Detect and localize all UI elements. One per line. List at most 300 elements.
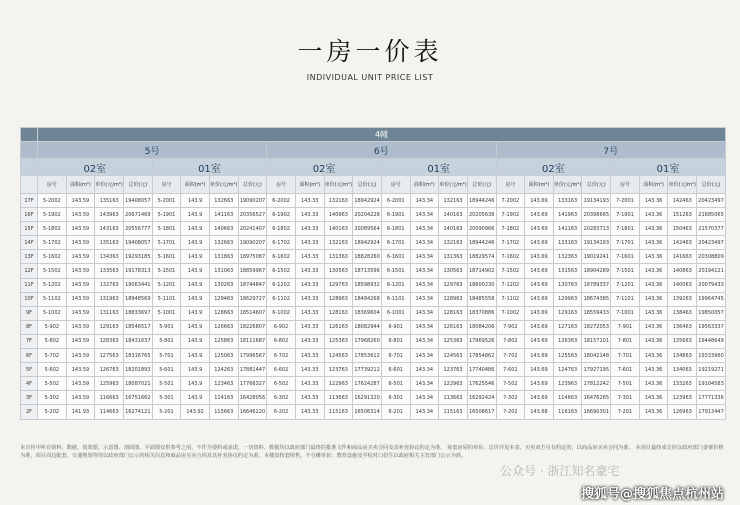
building-label: 4幢 (38, 128, 726, 142)
table-cell: 17771336 (697, 391, 726, 405)
table-cell: 128963 (324, 292, 353, 306)
table-cell: 143.59 (66, 306, 95, 320)
table-cell: 143.59 (66, 208, 95, 222)
table-cell: 18157101 (582, 334, 611, 348)
table-cell: 17625546 (467, 377, 496, 391)
table-cell: 127163 (553, 320, 582, 334)
price-table (20, 127, 726, 420)
table-cell: 16291320 (353, 391, 382, 405)
table-cell: 130563 (324, 264, 353, 278)
table-cell: 7-1101 (611, 292, 640, 306)
table-cell: 126663 (209, 320, 238, 334)
column-header: 单价(元/m²) (209, 176, 238, 194)
table-cell: 17913447 (697, 405, 726, 419)
table-cell: 6-701 (381, 349, 410, 363)
table-cell: 125563 (553, 349, 582, 363)
table-cell: 17739212 (353, 363, 382, 377)
table-cell: 5-502 (38, 377, 67, 391)
table-cell: 18370886 (467, 306, 496, 320)
table-cell: 128163 (439, 306, 468, 320)
table-cell: 143.59 (66, 292, 95, 306)
table-cell: 7-2002 (496, 194, 525, 208)
table-cell: 116163 (553, 405, 582, 419)
column-header: 总价(元) (582, 176, 611, 194)
table-cell: 131563 (553, 264, 582, 278)
table-cell: 143.59 (66, 250, 95, 264)
table-cell: 115163 (439, 405, 468, 419)
table-cell: 143.69 (525, 292, 554, 306)
table-cell: 143.36 (639, 278, 668, 292)
table-cell: 18084206 (467, 320, 496, 334)
corner-cell (21, 159, 38, 176)
table-cell: 20671469 (123, 208, 152, 222)
table-cell: 17927195 (582, 363, 611, 377)
building-header-row (21, 128, 726, 142)
table-cell: 5-901 (152, 320, 181, 334)
floor-label: 15F (21, 222, 38, 236)
price-table-container (20, 127, 725, 439)
table-cell: 18484268 (353, 292, 382, 306)
table-cell: 143.36 (639, 292, 668, 306)
table-cell: 150463 (668, 222, 697, 236)
table-cell: 143.36 (639, 194, 668, 208)
table-cell: 6-1801 (381, 222, 410, 236)
table-cell: 18369604 (353, 306, 382, 320)
table-cell: 140163 (439, 222, 468, 236)
floor-label: 8F (21, 320, 38, 334)
table-cell: 143.34 (410, 391, 439, 405)
room-label: 01室 (152, 159, 267, 176)
table-cell: 143.34 (410, 363, 439, 377)
table-cell: 143.9 (181, 306, 210, 320)
table-cell: 143.59 (66, 222, 95, 236)
table-cell: 143.59 (66, 363, 95, 377)
table-cell: 143.36 (639, 250, 668, 264)
table-cell: 129763 (439, 278, 468, 292)
table-cell: 18600230 (467, 278, 496, 292)
table-cell: 18598932 (353, 278, 382, 292)
table-cell: 17996567 (238, 349, 267, 363)
table-cell: 131863 (209, 250, 238, 264)
table-cell: 135163 (95, 194, 124, 208)
table-cell: 143.59 (66, 278, 95, 292)
table-cell: 6-1701 (381, 236, 410, 250)
floor-label: 17F (21, 194, 38, 208)
table-cell: 6-1002 (267, 306, 296, 320)
table-cell: 5-1201 (152, 278, 181, 292)
table-cell: 124263 (209, 363, 238, 377)
table-cell: 5-602 (38, 363, 67, 377)
table-cell: 143.59 (66, 334, 95, 348)
table-cell: 7-1202 (496, 278, 525, 292)
table-cell: 138463 (668, 306, 697, 320)
table-cell: 5-301 (152, 391, 181, 405)
floor-label: 5F (21, 363, 38, 377)
table-cell: 17766327 (238, 377, 267, 391)
table-cell: 18226807 (238, 320, 267, 334)
table-cell: 5-2002 (38, 194, 67, 208)
table-cell: 140163 (439, 208, 468, 222)
table-cell: 135163 (95, 236, 124, 250)
table-cell: 18944246 (467, 194, 496, 208)
table-cell: 5-302 (38, 391, 67, 405)
table-cell: 132663 (209, 236, 238, 250)
table-cell: 19408057 (123, 194, 152, 208)
table-cell: 5-1202 (38, 278, 67, 292)
table-cell: 143.36 (639, 306, 668, 320)
table-cell: 18828260 (353, 250, 382, 264)
table-cell: 143.36 (639, 320, 668, 334)
column-header: 面积(m²) (181, 176, 210, 194)
table-cell: 20090966 (467, 222, 496, 236)
column-header: 房号 (611, 176, 640, 194)
table-cell: 132363 (553, 250, 582, 264)
column-header: 面积(m²) (66, 176, 95, 194)
table-cell: 143.33 (295, 194, 324, 208)
table-cell: 19104583 (697, 377, 726, 391)
watermark: 搜狐号@搜狐焦点杭州站 (580, 487, 724, 502)
table-cell: 7-902 (496, 320, 525, 334)
table-cell: 6-702 (267, 349, 296, 363)
floor-label: 12F (21, 264, 38, 278)
table-row (21, 236, 726, 250)
table-cell: 6-1101 (381, 292, 410, 306)
unit-label: 5号 (38, 142, 267, 159)
table-cell: 20398665 (582, 208, 611, 222)
table-cell: 115163 (324, 405, 353, 419)
table-cell: 132763 (95, 278, 124, 292)
table-cell: 18431637 (123, 334, 152, 348)
table-cell: 19293185 (123, 250, 152, 264)
table-cell: 20556777 (123, 222, 152, 236)
table-cell: 129463 (209, 292, 238, 306)
table-cell: 126963 (668, 405, 697, 419)
table-cell: 143.36 (639, 405, 668, 419)
table-cell: 16506314 (353, 405, 382, 419)
table-cell: 128963 (439, 292, 468, 306)
table-cell: 5-1601 (152, 250, 181, 264)
table-cell: 142463 (668, 194, 697, 208)
table-cell: 7-1701 (611, 236, 640, 250)
table-cell: 132163 (439, 194, 468, 208)
table-cell: 6-1802 (267, 222, 296, 236)
table-cell: 21570377 (697, 222, 726, 236)
table-cell: 143.59 (66, 320, 95, 334)
table-cell: 18042148 (582, 349, 611, 363)
table-cell: 7-1902 (496, 208, 525, 222)
column-header: 单价(元/m²) (553, 176, 582, 194)
table-cell: 17624287 (353, 377, 382, 391)
column-header: 房号 (152, 176, 181, 194)
table-cell: 16292424 (467, 391, 496, 405)
table-cell: 7-301 (611, 391, 640, 405)
table-cell: 5-601 (152, 363, 181, 377)
table-cell: 20079433 (697, 278, 726, 292)
table-cell: 143.9 (181, 292, 210, 306)
table-cell: 143.36 (639, 349, 668, 363)
table-cell: 143.33 (295, 208, 324, 222)
floor-label: 14F (21, 236, 38, 250)
table-cell: 7-1601 (611, 250, 640, 264)
column-header: 总价(元) (353, 176, 382, 194)
table-cell: 6-1001 (381, 306, 410, 320)
table-cell: 143.34 (410, 278, 439, 292)
column-header: 面积(m²) (295, 176, 324, 194)
table-cell: 143.59 (66, 391, 95, 405)
table-cell: 7-1201 (611, 278, 640, 292)
table-cell: 125863 (209, 334, 238, 348)
table-cell: 143.36 (639, 222, 668, 236)
table-cell: 6-502 (267, 377, 296, 391)
table-cell: 7-201 (611, 405, 640, 419)
table-cell: 143.69 (525, 391, 554, 405)
table-cell: 17812242 (582, 377, 611, 391)
table-cell: 143.36 (639, 377, 668, 391)
table-cell: 143.33 (295, 391, 324, 405)
table-cell: 143.69 (525, 334, 554, 348)
table-cell: 116663 (95, 391, 124, 405)
table-cell: 18082944 (353, 320, 382, 334)
table-cell: 143963 (95, 208, 124, 222)
table-cell: 143.33 (295, 349, 324, 363)
table-cell: 19563337 (697, 320, 726, 334)
column-header: 总价(元) (238, 176, 267, 194)
table-cell: 6-901 (381, 320, 410, 334)
table-cell: 18674385 (582, 292, 611, 306)
table-row (21, 391, 726, 405)
table-cell: 16690301 (582, 405, 611, 419)
table-row (21, 320, 726, 334)
table-cell: 17853612 (353, 349, 382, 363)
room-label: 01室 (611, 159, 726, 176)
table-cell: 5-501 (152, 377, 181, 391)
table-cell: 131063 (209, 264, 238, 278)
table-cell: 143.69 (525, 377, 554, 391)
table-cell: 6-1501 (381, 264, 410, 278)
table-cell: 114663 (95, 405, 124, 419)
table-cell: 5-1002 (38, 306, 67, 320)
table-cell: 143.34 (410, 250, 439, 264)
table-cell: 129163 (95, 320, 124, 334)
table-cell: 5-202 (38, 405, 67, 419)
table-cell: 5-1701 (152, 236, 181, 250)
column-header: 单价(元/m²) (95, 176, 124, 194)
table-cell: 16508617 (467, 405, 496, 419)
table-cell: 140863 (668, 264, 697, 278)
table-cell: 7-2001 (611, 194, 640, 208)
table-cell: 143.9 (181, 208, 210, 222)
column-header: 面积(m²) (410, 176, 439, 194)
watermark-faint: 公众号 · 浙江知名豪宅 (500, 464, 620, 478)
floor-label: 3F (21, 391, 38, 405)
table-cell: 20089564 (353, 222, 382, 236)
table-cell: 130263 (209, 278, 238, 292)
table-cell: 143.69 (525, 236, 554, 250)
table-cell: 143.9 (181, 377, 210, 391)
table-cell: 125363 (324, 334, 353, 348)
table-cell: 123763 (439, 363, 468, 377)
table-cell: 17740486 (467, 363, 496, 377)
floor-label: 7F (21, 334, 38, 348)
table-cell: 18485558 (467, 292, 496, 306)
table-cell: 19134193 (582, 194, 611, 208)
page-title: 一房一价表 (297, 37, 443, 66)
room-label: 02室 (267, 159, 382, 176)
table-cell: 143.59 (66, 377, 95, 391)
table-cell: 17854862 (467, 349, 496, 363)
table-cell: 126363 (553, 334, 582, 348)
table-cell: 18744847 (238, 278, 267, 292)
table-row (21, 405, 726, 419)
table-cell: 143.59 (66, 264, 95, 278)
table-cell: 124763 (553, 363, 582, 377)
table-cell: 18316765 (123, 349, 152, 363)
table-cell: 18975087 (238, 250, 267, 264)
table-cell: 143.68 (525, 405, 554, 419)
table-cell: 6-1601 (381, 250, 410, 264)
table-cell: 18087021 (123, 377, 152, 391)
table-cell: 20308809 (697, 250, 726, 264)
floor-label: 10F (21, 292, 38, 306)
table-cell: 19134193 (582, 236, 611, 250)
table-cell: 143.33 (295, 320, 324, 334)
table-cell: 131963 (95, 292, 124, 306)
column-header: 房号 (38, 176, 67, 194)
table-cell: 141163 (209, 208, 238, 222)
table-cell: 18944246 (467, 236, 496, 250)
column-header: 面积(m²) (525, 176, 554, 194)
table-cell: 143.69 (525, 222, 554, 236)
table-cell: 7-1501 (611, 264, 640, 278)
table-cell: 6-301 (381, 391, 410, 405)
room-header-row (21, 159, 726, 176)
table-cell: 143.69 (525, 208, 554, 222)
table-cell: 18559433 (582, 306, 611, 320)
unit-header-row (21, 142, 726, 159)
table-cell: 143.34 (410, 377, 439, 391)
table-cell: 19063441 (123, 278, 152, 292)
page-subtitle: INDIVIDUAL UNIT PRICE LIST (306, 73, 434, 82)
table-cell: 18942924 (353, 236, 382, 250)
table-cell: 7-1102 (496, 292, 525, 306)
table-cell: 143.33 (295, 292, 324, 306)
table-cell: 7-601 (611, 363, 640, 377)
table-cell: 19178313 (123, 264, 152, 278)
table-cell: 16646220 (238, 405, 267, 419)
table-cell: 143.36 (639, 236, 668, 250)
table-row (21, 264, 726, 278)
table-cell: 20423497 (697, 236, 726, 250)
table-cell: 143.34 (410, 292, 439, 306)
table-cell: 17881447 (238, 363, 267, 377)
table-cell: 5-702 (38, 349, 67, 363)
table-cell: 7-501 (611, 377, 640, 391)
table-cell: 21685065 (697, 208, 726, 222)
table-cell: 143.69 (525, 363, 554, 377)
table-cell: 20205638 (467, 208, 496, 222)
table-cell: 6-1502 (267, 264, 296, 278)
table-cell: 5-802 (38, 334, 67, 348)
table-cell: 19219271 (697, 363, 726, 377)
table-cell: 143.33 (295, 264, 324, 278)
table-cell: 18904289 (582, 264, 611, 278)
table-cell: 129163 (553, 306, 582, 320)
table-cell: 18942924 (353, 194, 382, 208)
table-cell: 6-1901 (381, 208, 410, 222)
table-cell: 128163 (324, 306, 353, 320)
table-cell: 133163 (553, 194, 582, 208)
table-cell: 6-1202 (267, 278, 296, 292)
table-cell: 132663 (209, 194, 238, 208)
table-cell: 141.93 (66, 405, 95, 419)
table-cell: 5-1101 (152, 292, 181, 306)
table-cell: 5-701 (152, 349, 181, 363)
table-cell: 16476265 (582, 391, 611, 405)
table-cell: 7-602 (496, 363, 525, 377)
table-cell: 16274121 (123, 405, 152, 419)
table-cell: 6-902 (267, 320, 296, 334)
table-cell: 143.33 (295, 405, 324, 419)
table-cell: 19964745 (697, 292, 726, 306)
table-cell: 143.92 (181, 405, 210, 419)
table-cell: 130563 (439, 264, 468, 278)
table-cell: 131363 (324, 250, 353, 264)
room-label: 02室 (496, 159, 611, 176)
column-header-row (21, 176, 726, 194)
table-cell: 18713596 (353, 264, 382, 278)
table-row (21, 278, 726, 292)
table-cell: 143.69 (525, 250, 554, 264)
column-header: 房号 (496, 176, 525, 194)
table-row (21, 306, 726, 320)
table-cell: 135663 (668, 334, 697, 348)
table-cell: 7-502 (496, 377, 525, 391)
table-cell: 18714902 (467, 264, 496, 278)
table-cell: 143.9 (181, 349, 210, 363)
table-cell: 19850057 (697, 306, 726, 320)
table-cell: 16428056 (238, 391, 267, 405)
table-cell: 122963 (324, 377, 353, 391)
table-cell: 7-802 (496, 334, 525, 348)
table-cell: 20204228 (353, 208, 382, 222)
column-header: 单价(元/m²) (324, 176, 353, 194)
table-cell: 143.69 (525, 264, 554, 278)
table-cell: 143.33 (295, 222, 324, 236)
column-header: 面积(m²) (639, 176, 668, 194)
table-cell: 115663 (209, 405, 238, 419)
table-cell: 143.34 (410, 222, 439, 236)
table-cell: 6-302 (267, 391, 296, 405)
table-cell: 125363 (439, 334, 468, 348)
table-cell: 143.33 (295, 306, 324, 320)
table-cell: 17968260 (353, 334, 382, 348)
table-cell: 5-1001 (152, 306, 181, 320)
column-header: 总价(元) (697, 176, 726, 194)
table-cell: 5-902 (38, 320, 67, 334)
table-cell: 143.33 (295, 377, 324, 391)
column-header: 单价(元/m²) (439, 176, 468, 194)
column-header: 总价(元) (123, 176, 152, 194)
table-cell: 6-601 (381, 363, 410, 377)
table-cell: 123963 (553, 377, 582, 391)
table-cell: 141163 (553, 222, 582, 236)
table-cell: 20423497 (697, 194, 726, 208)
table-cell: 5-201 (152, 405, 181, 419)
column-header: 总价(元) (467, 176, 496, 194)
table-cell: 122963 (439, 377, 468, 391)
table-cell: 18546517 (123, 320, 152, 334)
table-row (21, 349, 726, 363)
